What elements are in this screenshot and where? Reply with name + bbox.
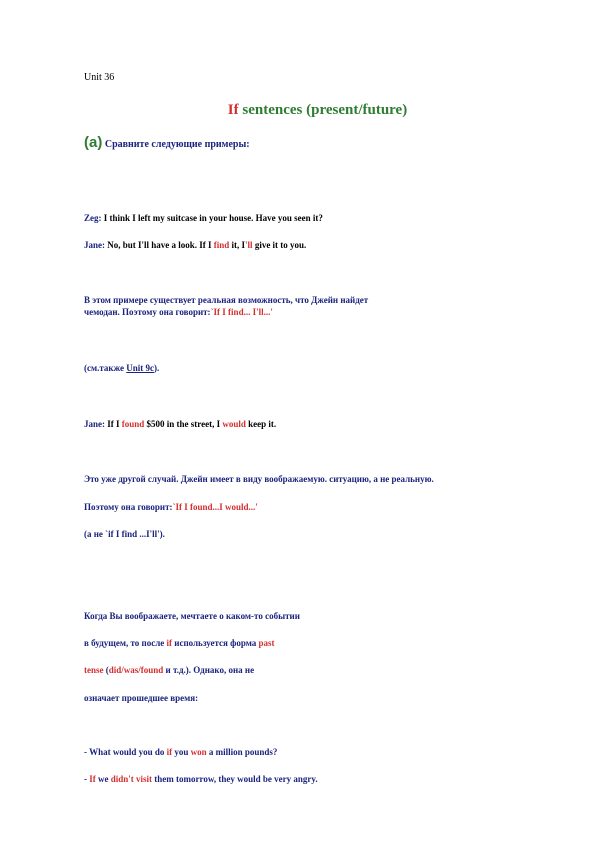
- highlight-tense: tense: [84, 665, 104, 675]
- highlight-if: if: [166, 638, 173, 648]
- jane-text-3: give it to you.: [252, 240, 307, 250]
- see-also-line: [84, 363, 159, 374]
- explain3-line3: [84, 665, 254, 676]
- ex1-if: if: [166, 747, 173, 757]
- unit-label: Unit 36: [84, 72, 115, 83]
- page-title: [0, 101, 595, 119]
- highlight-find: find: [213, 240, 230, 250]
- dialog2-text-1: If I: [105, 419, 122, 429]
- explain1-line1: В этом примере существует реальная возможность, что Джейн найдет: [84, 295, 369, 305]
- explain3-line4: означает прошедшее время:: [84, 693, 199, 703]
- section-a-heading: [84, 134, 250, 151]
- example-1: [84, 747, 277, 758]
- zeg-text: I think I left my suitcase in your house. Have you seen it?: [101, 213, 323, 223]
- highlight-ll: 'll: [245, 240, 253, 250]
- explain3-line2: [84, 638, 275, 649]
- highlight-found: found: [121, 419, 145, 429]
- dialog1-zeg-line: [84, 213, 323, 224]
- highlight-forms: did/was/found: [108, 665, 164, 675]
- dialog1-jane-line: [84, 240, 306, 251]
- explain1-line2: [84, 307, 273, 318]
- example-2: [84, 774, 318, 785]
- see-also-suffix: ).: [154, 363, 160, 373]
- explain1-quote: `If I find... I'll...': [210, 307, 273, 317]
- jane-text-1: No, but I'll have a look. If I: [105, 240, 214, 250]
- explain2-line2: [84, 502, 258, 513]
- ex2-text-1: -: [84, 774, 90, 784]
- ex2-didnt-visit: didn't visit: [110, 774, 153, 784]
- explain2-line3: (а не `if I find ...I'll').: [84, 529, 165, 539]
- explain2-text: Поэтому она говорит:: [84, 502, 173, 512]
- explain3-text-3: (: [103, 665, 109, 675]
- explain2-line1: Это уже другой случай. Джейн имеет в виду воображаемую. ситуацию, а не реальную.: [84, 474, 434, 484]
- see-also-prefix: (см.также: [84, 363, 127, 373]
- section-a-marker: (a): [84, 134, 103, 151]
- ex1-text-1: - What would you do: [84, 747, 167, 757]
- ex2-text-3: them tomorrow, they would be very angry.: [152, 774, 318, 784]
- dialog2-jane-line: [84, 419, 276, 430]
- jane-text-2: it, I: [229, 240, 246, 250]
- ex1-won: won: [190, 747, 207, 757]
- ex1-text-3: a million pounds?: [206, 747, 278, 757]
- dialog2-text-3: keep it.: [245, 419, 277, 429]
- title-if: If: [227, 102, 239, 118]
- explain3-line1: Когда Вы воображаете, мечтаете о каком-то событии: [84, 611, 300, 621]
- speaker-jane: Jane:: [84, 240, 105, 250]
- explain2-quote: `If I found...I would...': [172, 502, 258, 512]
- highlight-would: would: [222, 419, 246, 429]
- explain3-text-1: в будущем, то после: [84, 638, 167, 648]
- dialog2-text-2: $500 in the street, I: [144, 419, 223, 429]
- explain1-text: чемодан. Поэтому она говорит:: [84, 307, 211, 317]
- explain3-text-4: и т.д.). Однако, она не: [163, 665, 255, 675]
- highlight-past: past: [258, 638, 275, 648]
- speaker-zeg: Zeg:: [84, 213, 102, 223]
- explain3-text-2: используется форма: [172, 638, 259, 648]
- ex1-text-2: you: [172, 747, 191, 757]
- section-a-text: Сравните следующие примеры:: [104, 139, 250, 150]
- speaker-jane-2: Jane:: [84, 419, 105, 429]
- unit-9c-link[interactable]: Unit 9c: [126, 363, 154, 373]
- ex2-text-2: we: [95, 774, 111, 784]
- title-rest: sentences (present/future): [238, 102, 408, 118]
- ex2-if: If: [89, 774, 96, 784]
